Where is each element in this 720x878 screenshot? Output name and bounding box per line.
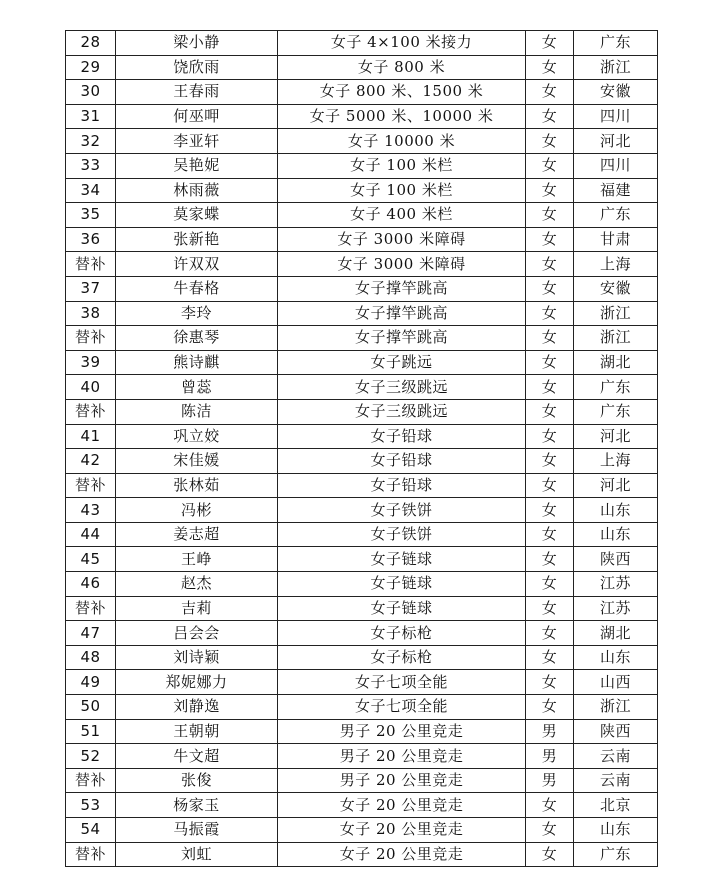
athlete-number-cell: 49	[66, 670, 116, 695]
athlete-name-cell: 牛文超	[116, 744, 278, 769]
province-cell: 山东	[574, 522, 658, 547]
table-row	[66, 178, 658, 203]
sex-cell: 男	[526, 719, 574, 744]
event-cell: 女子铅球	[278, 424, 526, 449]
athlete-number-cell: 替补	[66, 252, 116, 277]
event-cell: 男子 20 公里竞走	[278, 768, 526, 793]
athlete-name-cell: 马振霞	[116, 818, 278, 843]
table-row	[66, 129, 658, 154]
athlete-number-cell: 50	[66, 695, 116, 720]
province-cell: 甘肃	[574, 227, 658, 252]
table-row	[66, 375, 658, 400]
athlete-roster-table	[65, 30, 658, 867]
event-cell: 女子 10000 米	[278, 129, 526, 154]
sex-cell: 女	[526, 695, 574, 720]
table-row	[66, 350, 658, 375]
table-row	[66, 203, 658, 228]
table-row	[66, 621, 658, 646]
event-cell: 女子 100 米栏	[278, 153, 526, 178]
athlete-number-cell: 36	[66, 227, 116, 252]
province-cell: 湖北	[574, 621, 658, 646]
province-cell: 江苏	[574, 572, 658, 597]
table-row	[66, 645, 658, 670]
athlete-name-cell: 李玲	[116, 301, 278, 326]
table-row	[66, 572, 658, 597]
athlete-name-cell: 冯彬	[116, 498, 278, 523]
sex-cell: 女	[526, 621, 574, 646]
athlete-number-cell: 替补	[66, 473, 116, 498]
athlete-number-cell: 30	[66, 80, 116, 105]
event-cell: 女子 3000 米障碍	[278, 227, 526, 252]
event-cell: 女子 20 公里竞走	[278, 793, 526, 818]
athlete-name-cell: 刘静逸	[116, 695, 278, 720]
sex-cell: 女	[526, 793, 574, 818]
table-row	[66, 104, 658, 129]
athlete-number-cell: 54	[66, 818, 116, 843]
athlete-number-cell: 44	[66, 522, 116, 547]
sex-cell: 女	[526, 104, 574, 129]
table-row	[66, 326, 658, 351]
athlete-number-cell: 37	[66, 276, 116, 301]
sex-cell: 女	[526, 522, 574, 547]
province-cell: 陕西	[574, 719, 658, 744]
athlete-name-cell: 莫家蝶	[116, 203, 278, 228]
event-cell: 女子铁饼	[278, 522, 526, 547]
athlete-number-cell: 48	[66, 645, 116, 670]
athlete-number-cell: 40	[66, 375, 116, 400]
province-cell: 山东	[574, 498, 658, 523]
sex-cell: 女	[526, 227, 574, 252]
event-cell: 女子跳远	[278, 350, 526, 375]
table-row	[66, 547, 658, 572]
athlete-number-cell: 46	[66, 572, 116, 597]
table-row	[66, 424, 658, 449]
sex-cell: 女	[526, 424, 574, 449]
event-cell: 男子 20 公里竞走	[278, 719, 526, 744]
province-cell: 广东	[574, 399, 658, 424]
table-row	[66, 252, 658, 277]
event-cell: 女子标枪	[278, 621, 526, 646]
athlete-name-cell: 吕会会	[116, 621, 278, 646]
athlete-number-cell: 28	[66, 31, 116, 56]
athlete-number-cell: 38	[66, 301, 116, 326]
event-cell: 女子七项全能	[278, 695, 526, 720]
sex-cell: 女	[526, 375, 574, 400]
athlete-number-cell: 替补	[66, 596, 116, 621]
athlete-number-cell: 43	[66, 498, 116, 523]
event-cell: 女子 800 米、1500 米	[278, 80, 526, 105]
sex-cell: 女	[526, 129, 574, 154]
table-row	[66, 31, 658, 56]
athlete-name-cell: 徐惠琴	[116, 326, 278, 351]
event-cell: 女子 100 米栏	[278, 178, 526, 203]
athlete-number-cell: 51	[66, 719, 116, 744]
table-row	[66, 793, 658, 818]
province-cell: 山东	[574, 818, 658, 843]
event-cell: 女子链球	[278, 596, 526, 621]
province-cell: 山西	[574, 670, 658, 695]
table-row	[66, 719, 658, 744]
athlete-name-cell: 张新艳	[116, 227, 278, 252]
province-cell: 上海	[574, 252, 658, 277]
province-cell: 河北	[574, 129, 658, 154]
table-row	[66, 276, 658, 301]
athlete-name-cell: 熊诗麒	[116, 350, 278, 375]
event-cell: 女子 400 米栏	[278, 203, 526, 228]
sex-cell: 女	[526, 326, 574, 351]
event-cell: 女子七项全能	[278, 670, 526, 695]
province-cell: 福建	[574, 178, 658, 203]
table-row	[66, 768, 658, 793]
province-cell: 浙江	[574, 55, 658, 80]
table-row	[66, 80, 658, 105]
athlete-name-cell: 牛春格	[116, 276, 278, 301]
sex-cell: 女	[526, 399, 574, 424]
table-row	[66, 227, 658, 252]
athlete-number-cell: 35	[66, 203, 116, 228]
athlete-name-cell: 陈洁	[116, 399, 278, 424]
province-cell: 陕西	[574, 547, 658, 572]
event-cell: 女子 3000 米障碍	[278, 252, 526, 277]
athlete-name-cell: 饶欣雨	[116, 55, 278, 80]
athlete-name-cell: 张俊	[116, 768, 278, 793]
event-cell: 女子标枪	[278, 645, 526, 670]
sex-cell: 女	[526, 645, 574, 670]
sex-cell: 女	[526, 547, 574, 572]
table-row	[66, 301, 658, 326]
athlete-name-cell: 杨家玉	[116, 793, 278, 818]
athlete-name-cell: 曾蕊	[116, 375, 278, 400]
sex-cell: 女	[526, 31, 574, 56]
athlete-number-cell: 33	[66, 153, 116, 178]
athlete-name-cell: 李亚轩	[116, 129, 278, 154]
province-cell: 四川	[574, 153, 658, 178]
event-cell: 女子 5000 米、10000 米	[278, 104, 526, 129]
roster-body	[66, 31, 658, 867]
athlete-number-cell: 32	[66, 129, 116, 154]
athlete-name-cell: 林雨薇	[116, 178, 278, 203]
table-row	[66, 596, 658, 621]
event-cell: 女子 20 公里竞走	[278, 818, 526, 843]
province-cell: 浙江	[574, 301, 658, 326]
province-cell: 河北	[574, 424, 658, 449]
event-cell: 女子 4×100 米接力	[278, 31, 526, 56]
table-row	[66, 842, 658, 867]
sex-cell: 男	[526, 768, 574, 793]
table-row	[66, 670, 658, 695]
athlete-name-cell: 赵杰	[116, 572, 278, 597]
province-cell: 山东	[574, 645, 658, 670]
table-row	[66, 695, 658, 720]
athlete-name-cell: 王春雨	[116, 80, 278, 105]
province-cell: 浙江	[574, 695, 658, 720]
province-cell: 湖北	[574, 350, 658, 375]
sex-cell: 女	[526, 350, 574, 375]
table-row	[66, 55, 658, 80]
athlete-name-cell: 吉莉	[116, 596, 278, 621]
sex-cell: 男	[526, 744, 574, 769]
province-cell: 云南	[574, 768, 658, 793]
province-cell: 广东	[574, 375, 658, 400]
event-cell: 女子链球	[278, 572, 526, 597]
province-cell: 四川	[574, 104, 658, 129]
athlete-name-cell: 宋佳媛	[116, 449, 278, 474]
athlete-name-cell: 刘虹	[116, 842, 278, 867]
athlete-number-cell: 45	[66, 547, 116, 572]
event-cell: 女子 20 公里竞走	[278, 842, 526, 867]
athlete-name-cell: 郑妮娜力	[116, 670, 278, 695]
sex-cell: 女	[526, 252, 574, 277]
athlete-number-cell: 41	[66, 424, 116, 449]
athlete-name-cell: 姜志超	[116, 522, 278, 547]
province-cell: 浙江	[574, 326, 658, 351]
athlete-number-cell: 42	[66, 449, 116, 474]
athlete-number-cell: 47	[66, 621, 116, 646]
sex-cell: 女	[526, 203, 574, 228]
athlete-name-cell: 何巫呷	[116, 104, 278, 129]
athlete-name-cell: 梁小静	[116, 31, 278, 56]
province-cell: 广东	[574, 842, 658, 867]
table-row	[66, 473, 658, 498]
event-cell: 女子 800 米	[278, 55, 526, 80]
athlete-name-cell: 王峥	[116, 547, 278, 572]
athlete-name-cell: 许双双	[116, 252, 278, 277]
table-row	[66, 498, 658, 523]
athlete-number-cell: 替补	[66, 399, 116, 424]
athlete-name-cell: 王朝朝	[116, 719, 278, 744]
athlete-number-cell: 34	[66, 178, 116, 203]
event-cell: 女子铁饼	[278, 498, 526, 523]
sex-cell: 女	[526, 55, 574, 80]
athlete-name-cell: 吴艳妮	[116, 153, 278, 178]
province-cell: 安徽	[574, 80, 658, 105]
event-cell: 女子三级跳远	[278, 375, 526, 400]
athlete-number-cell: 替补	[66, 768, 116, 793]
sex-cell: 女	[526, 178, 574, 203]
table-row	[66, 153, 658, 178]
event-cell: 男子 20 公里竞走	[278, 744, 526, 769]
province-cell: 广东	[574, 31, 658, 56]
sex-cell: 女	[526, 301, 574, 326]
sex-cell: 女	[526, 842, 574, 867]
province-cell: 河北	[574, 473, 658, 498]
province-cell: 江苏	[574, 596, 658, 621]
event-cell: 女子撑竿跳高	[278, 326, 526, 351]
province-cell: 广东	[574, 203, 658, 228]
table-row	[66, 818, 658, 843]
table-row	[66, 744, 658, 769]
athlete-number-cell: 替补	[66, 326, 116, 351]
athlete-number-cell: 52	[66, 744, 116, 769]
table-row	[66, 449, 658, 474]
sex-cell: 女	[526, 818, 574, 843]
athlete-number-cell: 替补	[66, 842, 116, 867]
sex-cell: 女	[526, 449, 574, 474]
event-cell: 女子三级跳远	[278, 399, 526, 424]
athlete-number-cell: 31	[66, 104, 116, 129]
table-row	[66, 399, 658, 424]
event-cell: 女子撑竿跳高	[278, 301, 526, 326]
event-cell: 女子撑竿跳高	[278, 276, 526, 301]
athlete-name-cell: 张林茹	[116, 473, 278, 498]
athlete-number-cell: 39	[66, 350, 116, 375]
table-row	[66, 522, 658, 547]
province-cell: 安徽	[574, 276, 658, 301]
event-cell: 女子铅球	[278, 473, 526, 498]
sex-cell: 女	[526, 153, 574, 178]
sex-cell: 女	[526, 670, 574, 695]
sex-cell: 女	[526, 596, 574, 621]
event-cell: 女子链球	[278, 547, 526, 572]
province-cell: 北京	[574, 793, 658, 818]
sex-cell: 女	[526, 80, 574, 105]
athlete-number-cell: 53	[66, 793, 116, 818]
province-cell: 上海	[574, 449, 658, 474]
athlete-number-cell: 29	[66, 55, 116, 80]
athlete-name-cell: 刘诗颖	[116, 645, 278, 670]
event-cell: 女子铅球	[278, 449, 526, 474]
sex-cell: 女	[526, 572, 574, 597]
athlete-name-cell: 巩立姣	[116, 424, 278, 449]
sex-cell: 女	[526, 473, 574, 498]
province-cell: 云南	[574, 744, 658, 769]
sex-cell: 女	[526, 498, 574, 523]
sex-cell: 女	[526, 276, 574, 301]
